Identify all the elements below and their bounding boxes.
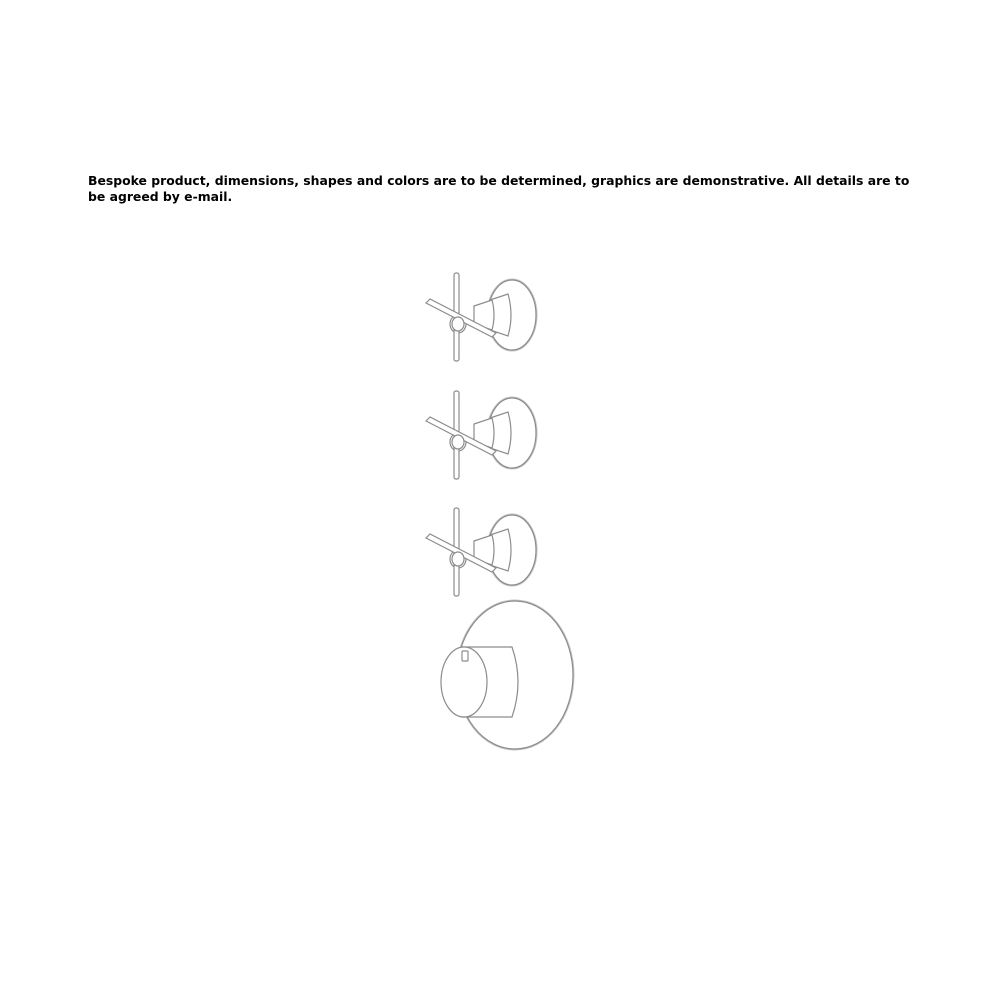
cross-valve-1 bbox=[426, 273, 536, 361]
shower-valve-set-drawing-icon bbox=[400, 255, 600, 755]
bespoke-product-disclaimer: Bespoke product, dimensions, shapes and colors are to be determined, graphics are demonstrative. All details are to be agreed by e-mail. bbox=[88, 173, 910, 204]
cross-valve-3 bbox=[426, 508, 536, 596]
product-illustration bbox=[400, 255, 600, 755]
thermostatic-mixer bbox=[441, 601, 573, 749]
cross-valve-2 bbox=[426, 391, 536, 479]
